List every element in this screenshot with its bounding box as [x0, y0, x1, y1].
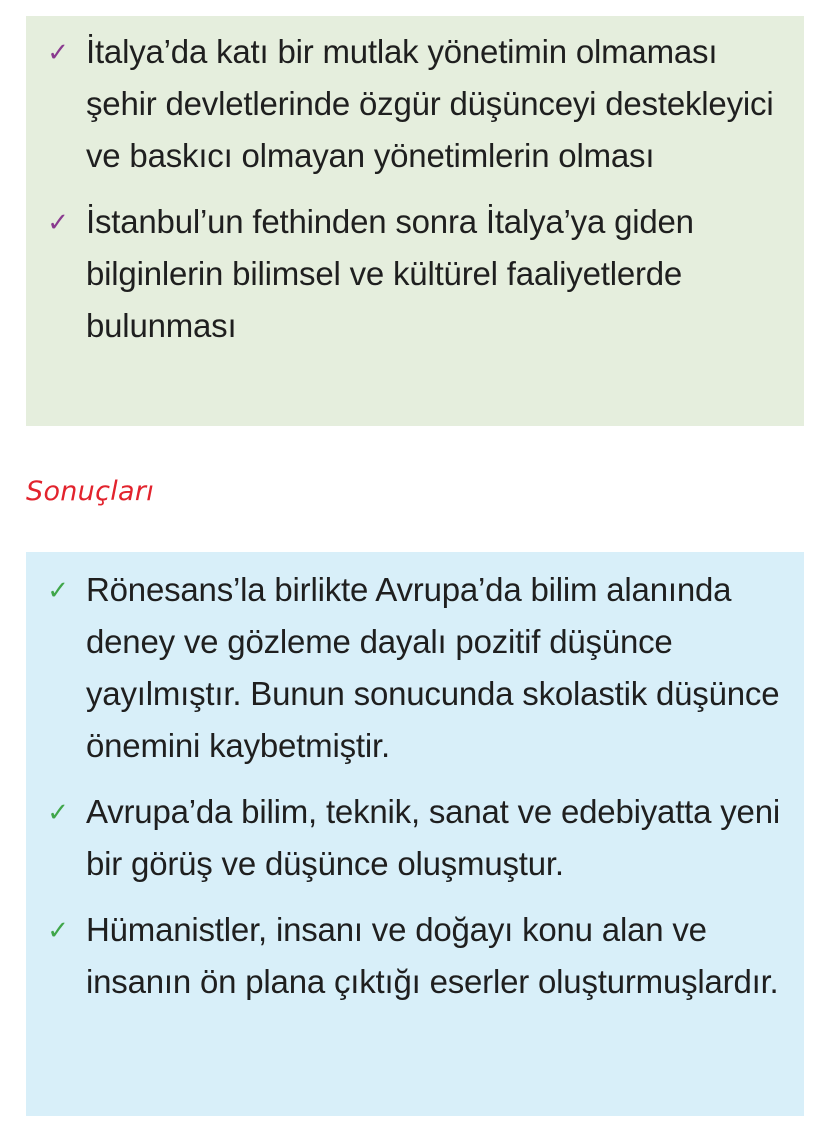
check-icon: ✓ [47, 915, 69, 945]
list-item-text: Rönesans’la birlikte Avrupa’da bilim alanında deney ve gözleme dayalı pozitif düşünce yayılmıştır. Bunun sonucunda skolastik düşünce önemini kaybetmiştir. [86, 571, 780, 764]
list-item-text: Hümanistler, insanı ve doğayı konu alan ve insanın ön plana çıktığı eserler oluşturmuşlardır. [86, 911, 779, 1000]
causes-list [26, 16, 804, 352]
results-list [26, 552, 804, 1008]
list-item-text: İstanbul’un fethinden sonra İtalya’ya giden bilginlerin bilimsel ve kültürel faaliyetlerde bulunması [86, 203, 694, 344]
check-icon: ✓ [47, 575, 69, 605]
check-icon: ✓ [47, 207, 69, 237]
list-item-text: İtalya’da katı bir mutlak yönetimin olmaması şehir devletlerinde özgür düşünceyi destekleyici ve baskıcı olmayan yönetimlerin olması [86, 33, 774, 174]
list-item [26, 26, 804, 182]
list-item [26, 904, 804, 1008]
list-item [26, 196, 804, 352]
results-box [26, 552, 804, 1116]
list-item [26, 564, 804, 772]
list-item-text: Avrupa’da bilim, teknik, sanat ve edebiyatta yeni bir görüş ve düşünce oluşmuştur. [86, 793, 780, 882]
check-icon: ✓ [47, 797, 69, 827]
check-icon: ✓ [47, 37, 69, 67]
causes-box [26, 16, 804, 426]
section-heading: Sonuçları [26, 476, 155, 507]
list-item [26, 786, 804, 890]
